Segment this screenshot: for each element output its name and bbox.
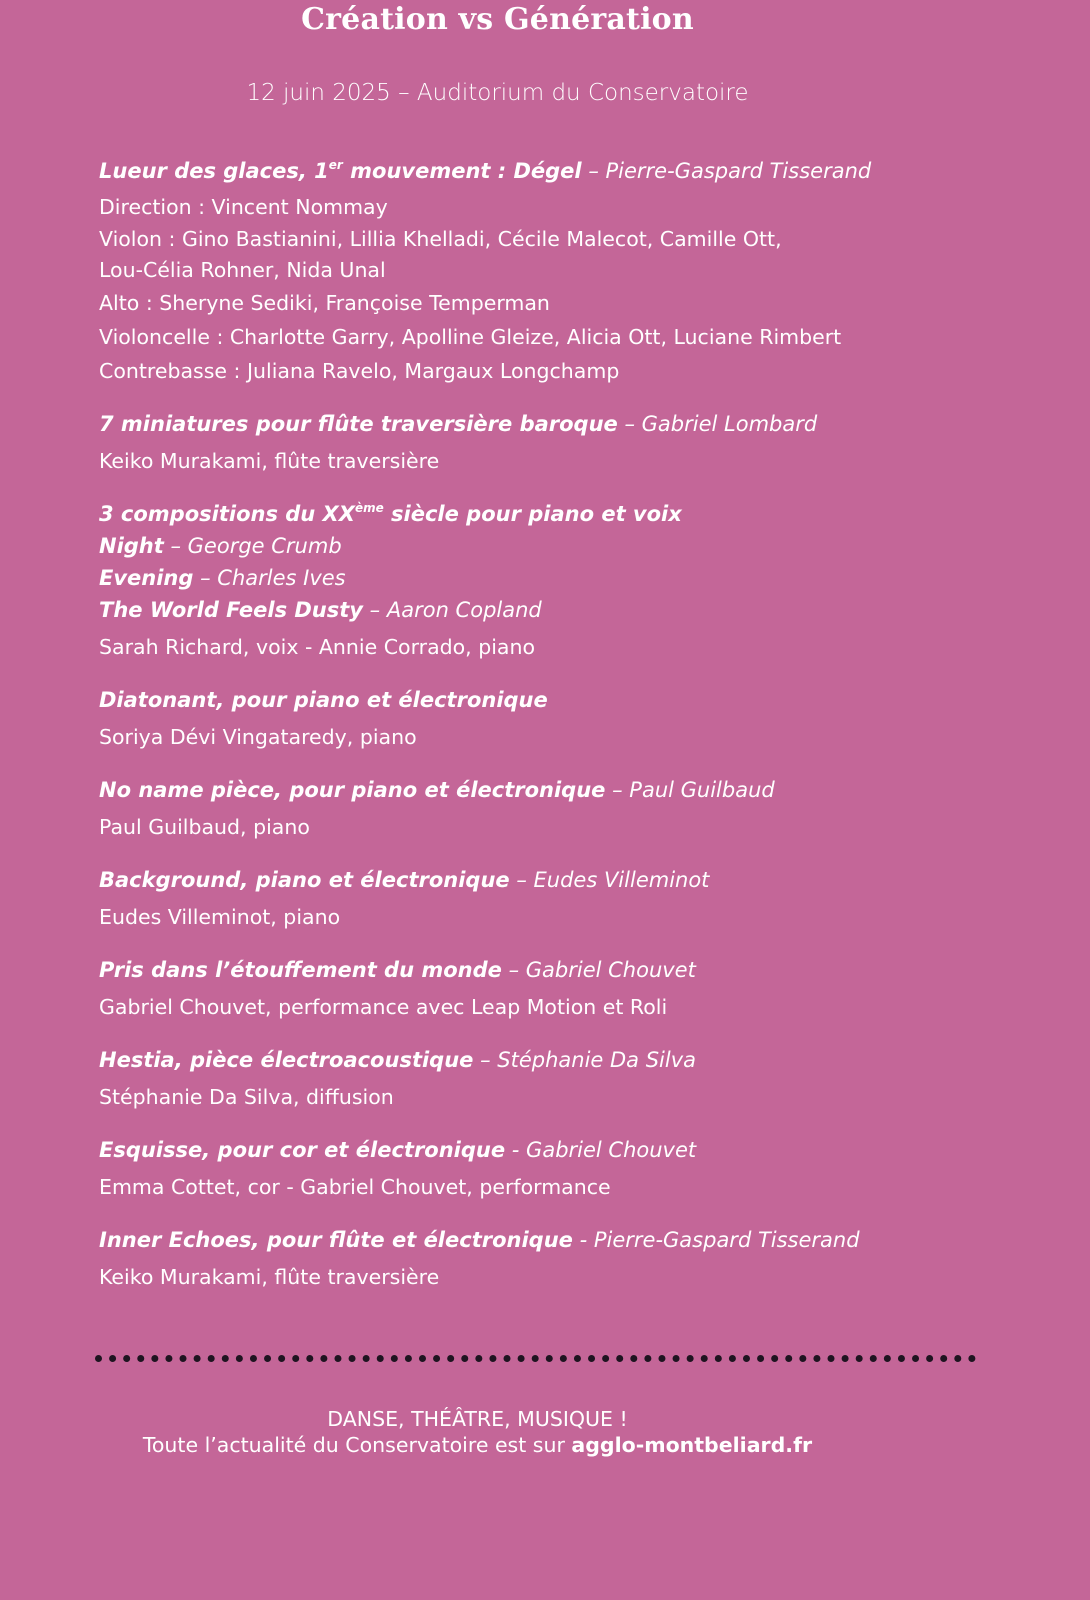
program-item-hestia — [99, 1044, 999, 1114]
piece-title-line: Lueur des glaces, 1er mouvement : Dégel – Pierre-Gaspard Tisserand — [99, 158, 872, 183]
footer — [0, 1406, 955, 1458]
piece-title-line: Hestia, pièce électroacoustique – Stéphanie Da Silva — [99, 1048, 697, 1072]
program-item-lueur-des-glaces — [99, 155, 999, 388]
program-item-background — [99, 864, 999, 934]
page-title: Création vs Génération — [301, 2, 694, 37]
program-item-7-miniatures — [99, 408, 999, 478]
work-title: Background, piano et électronique — [99, 868, 510, 892]
work-title: Esquisse, pour cor et électronique — [99, 1138, 506, 1162]
composer-name: Paul Guilbaud — [629, 778, 775, 802]
program-item-esquisse — [99, 1134, 999, 1204]
program-item-3-compositions — [99, 498, 999, 664]
performer-line-violon-cont: Lou-Célia Rohner, Nida Unal — [99, 258, 386, 282]
performer-line: Stéphanie Da Silva, diffusion — [99, 1085, 394, 1109]
work-title: No name pièce, pour piano et électronique — [99, 778, 606, 802]
composer-name: Pierre-Gaspard Tisserand — [605, 159, 872, 183]
composer-name: Gabriel Chouvet — [526, 1138, 697, 1162]
composer-name: George Crumb — [187, 534, 342, 558]
composer-name: Charles Ives — [217, 566, 346, 590]
program-item-no-name-piece — [99, 774, 999, 844]
sub-work-night: Night – George Crumb — [99, 534, 342, 558]
composer-name: Aaron Copland — [386, 598, 542, 622]
ordinal-superscript: ème — [354, 501, 384, 515]
composer-name: Eudes Villeminot — [533, 868, 710, 892]
program-item-pris-dans-letouffement — [99, 954, 999, 1024]
performer-line-contrebasse: Contrebasse : Juliana Ravelo, Margaux Longchamp — [99, 359, 620, 383]
footer-tagline: DANSE, THÉÂTRE, MUSIQUE ! — [327, 1407, 628, 1431]
performer-line: Soriya Dévi Vingataredy, piano — [99, 725, 417, 749]
work-title: Lueur des glaces, 1er mouvement : Dégel — [99, 158, 582, 183]
dotted-divider — [95, 1355, 976, 1362]
work-title: Inner Echoes, pour flûte et électronique — [99, 1228, 573, 1252]
program-item-inner-echoes — [99, 1224, 999, 1294]
work-title: The World Feels Dusty — [99, 598, 363, 622]
performer-line: Emma Cottet, cor - Gabriel Chouvet, performance — [99, 1175, 611, 1199]
performer-line-direction: Direction : Vincent Nommay — [99, 195, 388, 219]
sub-work-evening: Evening – Charles Ives — [99, 566, 346, 590]
footer-info-line: Toute l’actualité du Conservatoire est sur agglo-montbeliard.fr — [142, 1433, 813, 1457]
composer-name: Pierre-Gaspard Tisserand — [593, 1228, 860, 1252]
ordinal-superscript: er — [328, 158, 343, 172]
performer-line: Paul Guilbaud, piano — [99, 815, 310, 839]
event-date-venue: 12 juin 2025 – Auditorium du Conservatoire — [246, 80, 749, 106]
performer-line: Sarah Richard, voix - Annie Corrado, piano — [99, 635, 536, 659]
program-item-diatonant — [99, 684, 999, 754]
performer-line-alto: Alto : Sheryne Sediki, Françoise Temperman — [99, 291, 550, 315]
performer-line-violoncelle: Violoncelle : Charlotte Garry, Apolline Gleize, Alicia Ott, Luciane Rimbert — [99, 325, 842, 349]
work-title: Diatonant, pour piano et électronique — [99, 688, 548, 712]
piece-title-line: Background, piano et électronique – Eudes Villeminot — [99, 868, 710, 892]
composer-name: Gabriel Lombard — [641, 412, 818, 436]
performer-line: Gabriel Chouvet, performance avec Leap Motion et Roli — [99, 995, 668, 1019]
work-title: Night — [99, 534, 164, 558]
performer-line: Keiko Murakami, flûte traversière — [99, 449, 440, 473]
piece-title-line: Esquisse, pour cor et électronique - Gabriel Chouvet — [99, 1138, 697, 1162]
work-title: Evening — [99, 566, 194, 590]
sub-work-world-feels-dusty: The World Feels Dusty – Aaron Copland — [99, 598, 542, 622]
work-title: 7 miniatures pour flûte traversière baroque — [99, 412, 618, 436]
piece-title-line: 7 miniatures pour flûte traversière baroque – Gabriel Lombard — [99, 412, 818, 436]
piece-title-line — [99, 684, 999, 716]
work-title: Pris dans l’étouffement du monde — [99, 958, 502, 982]
piece-title-line: Inner Echoes, pour flûte et électronique - Pierre-Gaspard Tisserand — [99, 1228, 860, 1252]
work-title: Hestia, pièce électroacoustique — [99, 1048, 474, 1072]
composer-name: Gabriel Chouvet — [525, 958, 696, 982]
performer-line: Eudes Villeminot, piano — [99, 905, 341, 929]
performer-line: Keiko Murakami, flûte traversière — [99, 1265, 440, 1289]
piece-title-line: Pris dans l’étouffement du monde – Gabriel Chouvet — [99, 958, 696, 982]
composer-name: Stéphanie Da Silva — [497, 1048, 697, 1072]
group-heading: 3 compositions du XXème siècle pour piano et voix — [99, 501, 682, 526]
piece-title-line: No name pièce, pour piano et électronique – Paul Guilbaud — [99, 778, 775, 802]
program-list — [99, 155, 999, 1314]
performer-line-violon: Violon : Gino Bastianini, Lillia Khelladi, Cécile Malecot, Camille Ott, — [99, 227, 782, 251]
website-link[interactable]: agglo-montbeliard.fr — [571, 1433, 813, 1457]
